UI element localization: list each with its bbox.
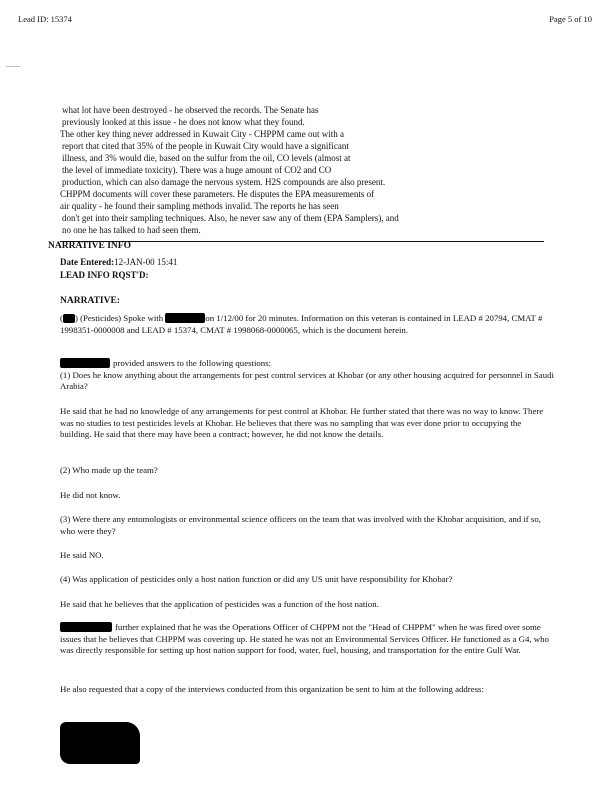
- date-value: 12-JAN-00 15:41: [114, 257, 178, 267]
- redaction-block: [60, 622, 112, 632]
- text-line: what lot have been destroyed - he observed the records. The Senate has: [62, 105, 319, 115]
- answer-text: He did not know.: [60, 490, 121, 500]
- answer-text: He said NO.: [60, 550, 104, 560]
- answer-text: He said that he believes that the application of pesticides was a function of the host nation.: [60, 599, 379, 609]
- redaction-block: [165, 313, 205, 323]
- lead-id-header: Lead ID: 15374: [18, 14, 72, 24]
- text-line: the level of immediate toxicity). There was a huge amount of CO2 and CO: [62, 165, 332, 175]
- section-divider: [60, 241, 544, 242]
- text-line: The other key thing never addressed in Kuwait City - CHPPM came out with a: [60, 129, 344, 139]
- narrative-heading: NARRATIVE:: [60, 296, 120, 306]
- narrative-paragraph: He also requested that a copy of the interviews conducted from this organization be sent to him at the following address:: [60, 684, 484, 694]
- paragraph-text: provided answers to the following questions:: [113, 358, 272, 368]
- text-line: illness, and 3% would die, based on the sulfur from the oil, CO levels (almost at: [62, 153, 351, 163]
- text-line: CHPPM documents will cover these parameters. He disputes the EPA measurements of: [60, 189, 375, 199]
- question-text: (3) Were there any entomologists or environmental science officers on the team that was involved with the Khobar acquisition, and if so, who were they?: [60, 514, 541, 536]
- text-line: don't get into their sampling techniques. Also, he never saw any of them (EPA Samplers), and: [62, 213, 399, 223]
- lead-info-row: [60, 269, 177, 282]
- narrative-paragraph: ( ) (Pesticides) Spoke with on 1/12/00 for 20 minutes. Information on this veteran is contained in LEAD # 20794, CMAT # 1998351-0000008 and LEAD # 15374, CMAT # 1998068-0000065, which is the document herein.: [60, 313, 543, 335]
- page-number: Page 5 of 10: [549, 14, 592, 24]
- paragraph-text: ) (Pesticides) Spoke with: [74, 313, 164, 323]
- question-text: (2) Who made up the team?: [60, 465, 158, 475]
- redaction-block: [63, 314, 75, 323]
- narrative-paragraph: [60, 358, 554, 393]
- text-line: air quality - he found their sampling methods invalid. The reports he has seen: [60, 201, 339, 211]
- question-text: (4) Was application of pesticides only a host nation function or did any US unit have responsibility for Khobar?: [60, 574, 453, 584]
- section-title: NARRATIVE INFO: [48, 241, 131, 251]
- lead-info-label: LEAD INFO RQST'D:: [60, 270, 149, 280]
- narrative-paragraph: [60, 622, 554, 657]
- entry-metadata: [60, 256, 177, 282]
- narrative-paragraph: He said that he had no knowledge of any arrangements for pest control at Khobar. He further stated that there was no way to know. There was no studies to test pesticides levels at Khobar. He believes that there was no sampling that was ever done prior to occupying the building. He said that there may have been a contract; however, he did not know the details.: [60, 406, 544, 439]
- scan-mark: [6, 66, 20, 67]
- text-line: report that cited that 35% of the people in Kuwait City would have a significant: [62, 141, 349, 151]
- text-line: production, which can also damage the nervous system. H2S compounds are also present.: [62, 177, 386, 187]
- paragraph-text: on 1/12/00 for 20 minutes. Information on this veteran is contained in LEAD # 20794, CMAT # 1998351-0000008 and LEAD # 15374, CMAT # 1998068-0000065, which is the document herein.: [60, 313, 543, 335]
- date-label: Date Entered:: [60, 257, 115, 267]
- paragraph-text: further explained that he was the Operations Officer of CHPPM not the "Head of CHPPM" when he was fired over some issues that he believes that CHPPM was covering up. He stated he was not an Environmental Services Officer. He functioned as a G4, who was directly responsible for setting up host nation support for food, water, fuel, housing, and transportation for the entire Gulf War.: [60, 622, 549, 655]
- continuation-text: [60, 104, 560, 236]
- redacted-address: [60, 722, 140, 764]
- redaction-block: [60, 358, 110, 368]
- text-line: no one he has talked to had seen them.: [62, 225, 201, 235]
- date-entered-row: [60, 256, 177, 269]
- question-text: (1) Does he know anything about the arrangements for pest control services at Khobar (or any other housing acquired for personnel in Saudi Arabia?: [60, 369, 554, 391]
- text-line: previously looked at this issue - he does not know what they found.: [62, 117, 305, 127]
